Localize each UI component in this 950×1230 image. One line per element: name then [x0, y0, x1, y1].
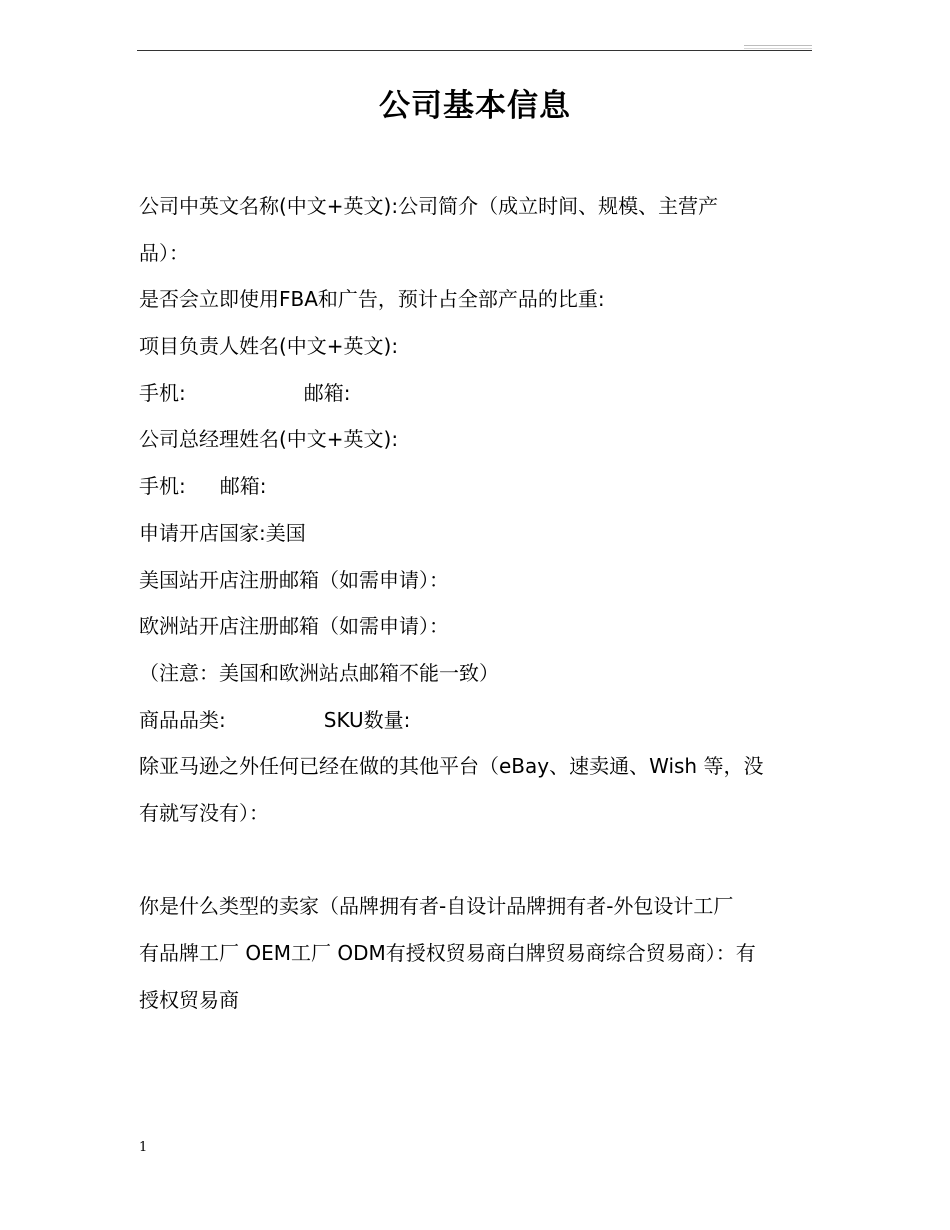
note-line: （注意：美国和欧洲站点邮箱不能一致）: [139, 660, 499, 685]
gm-phone-label: 手机:: [139, 474, 186, 499]
company-name-line: 公司中英文名称(中文+英文):公司简介（成立时间、规模、主营产: [139, 194, 719, 218]
fba-line: 是否会立即使用FBA和广告，预计占全部产品的比重:: [139, 287, 605, 312]
document-body: [139, 183, 811, 1023]
eu-email-line: 欧洲站开店注册邮箱（如需申请）：: [139, 614, 449, 639]
header-mark: [744, 45, 812, 46]
page-number: 1: [139, 1140, 148, 1155]
pm-email-label: 邮箱:: [303, 380, 351, 405]
general-manager-contact-line: [139, 463, 811, 510]
other-platforms-line-cont: 有就写没有）：: [139, 800, 269, 825]
document-title: 公司基本信息: [379, 88, 571, 124]
blank-line: [139, 837, 811, 884]
category-label: 商品品类:: [139, 707, 226, 732]
us-email-line: 美国站开店注册邮箱（如需申请）：: [139, 567, 449, 592]
company-name-line-cont: 品）：: [139, 240, 189, 265]
header-mark-secondary: [744, 48, 812, 49]
seller-type-line-cont: 有品牌工厂 OEM工厂 ODM有授权贸易商白牌贸易商综合贸易商）：有: [139, 941, 756, 965]
project-manager-name-line: 项目负责人姓名(中文+英文):: [139, 334, 399, 359]
other-platforms-line: 除亚马逊之外任何已经在做的其他平台（eBay、速卖通、Wish 等，没: [139, 754, 764, 779]
gm-email-label: 邮箱:: [219, 474, 267, 499]
sku-label: SKU数量:: [323, 707, 411, 732]
project-manager-contact-line: [139, 370, 811, 417]
header-rule: [137, 50, 812, 51]
country-line: 申请开店国家:美国: [139, 520, 306, 545]
seller-type-line-cont2: 授权贸易商: [139, 987, 239, 1012]
category-sku-line: [139, 697, 811, 744]
general-manager-name-line: 公司总经理姓名(中文+英文):: [139, 427, 399, 452]
pm-phone-label: 手机:: [139, 380, 186, 405]
seller-type-line: 你是什么类型的卖家（品牌拥有者-自设计品牌拥有者-外包设计工厂: [139, 894, 734, 919]
